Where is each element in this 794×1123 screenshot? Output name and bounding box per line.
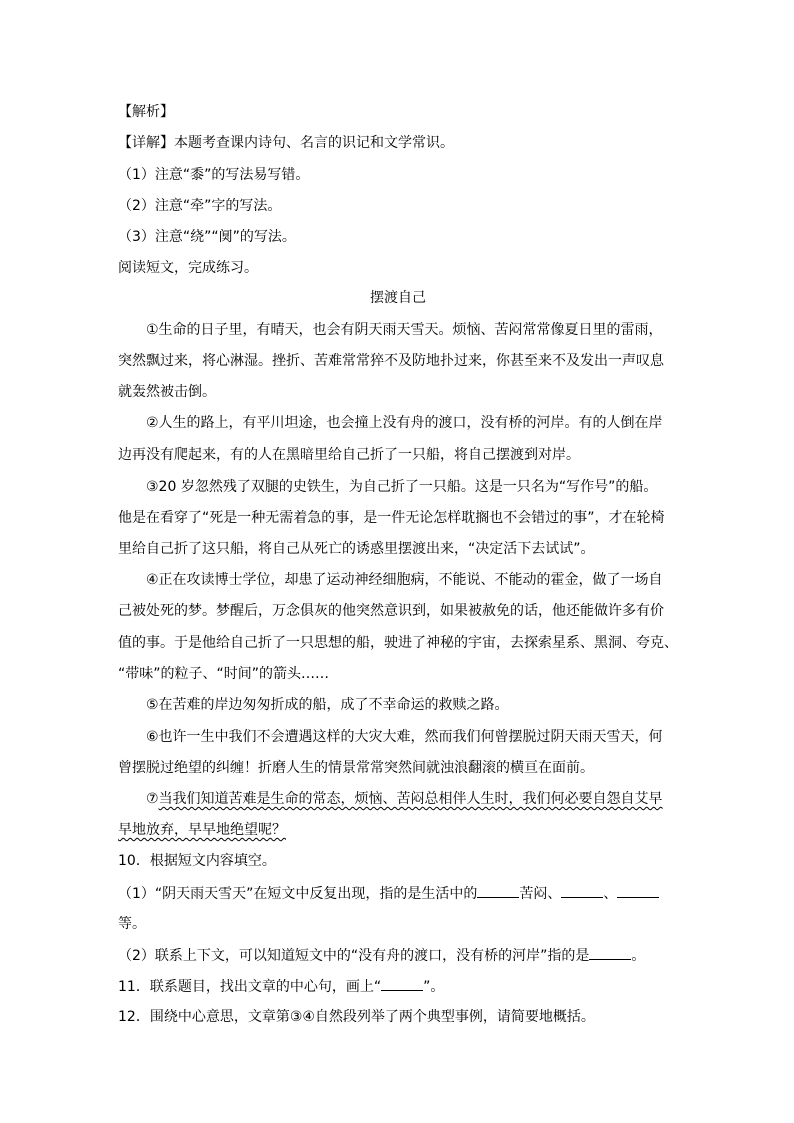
text-line: 边再没有爬起来，有的人在黑暗里给自己折了一只船，将自己摆渡到对岸。 (118, 447, 580, 463)
text-line: ⑤在苦难的岸边匆匆折成的船，成了不幸命运的救赎之路。 (146, 697, 509, 713)
text-line: 他是在看穿了“死是一种无需着急的事，是一件无论怎样耽搁也不会错过的事”，才在轮椅 (118, 510, 665, 526)
text-line: 曾摆脱过绝望的纠缠！折磨人生的情景常常突然间就浊浪翻滚的横亘在面前。 (118, 760, 594, 776)
analysis-detail: 【详解】本题考查课内诗句、名言的识记和文学常识。 (118, 135, 454, 151)
question-10-2 (118, 945, 678, 966)
analysis-item: （2）注意“牵”字的写法。 (118, 198, 282, 214)
answer-blank[interactable] (617, 883, 659, 898)
question-10: 10．根据短文内容填空。 (118, 853, 276, 869)
text-line: ④正在攻读博士学位，却患了运动神经细胞病，不能说、不能动的霍金，做了一场自 (146, 572, 663, 588)
question-text: ”。 (423, 979, 445, 995)
text-line: ③20 岁忽然残了双腿的史铁生，为自己折了一只船。这是一只名为“写作号”的船。 (146, 479, 658, 495)
answer-blank[interactable] (561, 883, 603, 898)
article-title: 摆渡自己 (370, 290, 426, 306)
analysis-item: （3）注意“绕”“阒”的写法。 (118, 229, 296, 245)
text-line: ②人生的路上，有平川坦途，也会撞上没有舟的渡口，没有桥的河岸。有的人倒在岸 (146, 415, 663, 431)
text-line (118, 789, 678, 809)
text-line: 值的事。于是他给自己折了一只思想的船，驶进了神秘的宇宙，去探索星系、黑洞、夸克、 (118, 635, 678, 651)
analysis-item: （1）注意“黍”的写法易写错。 (118, 167, 310, 183)
question-12: 12．围绕中心意思，文章第③④自然段列举了两个典型事例，请简要地概括。 (118, 1009, 595, 1025)
text-line: 突然飘过来，将心淋湿。挫折、苦难常常猝不及防地扑过来，你甚至来不及发出一声叹息 (118, 353, 664, 369)
text-line: 己被处死的梦。梦醒后，万念俱灰的他突然意识到，如果被赦免的话，他还能做许多有价 (118, 603, 664, 619)
text-line: ①生命的日子里，有晴天，也会有阴天雨天雪天。烦恼、苦闷常常像夏日里的雷雨， (146, 322, 663, 338)
text-line: 里给自己折了这只船，将自己从死亡的诱惑里摆渡出来，“决定活下去试试”。 (118, 541, 595, 557)
central-sentence: 早地放弃，早早地绝望呢？ (118, 822, 286, 838)
answer-blank[interactable] (589, 945, 631, 960)
question-text: 、 (603, 886, 618, 902)
question-text: 。 (631, 948, 646, 964)
paragraph-number: ⑦ (146, 791, 159, 807)
instruction: 阅读短文，完成练习。 (118, 260, 258, 276)
question-11 (118, 976, 678, 997)
underline-sample (381, 976, 423, 991)
text-line: ⑥也许一生中我们不会遭遇这样的大灾大难，然而我们何曾摆脱过阴天雨天雪天，何 (146, 729, 663, 745)
question-text: 苦闷、 (519, 886, 562, 902)
answer-blank[interactable] (477, 883, 519, 898)
analysis-heading: 【解析】 (118, 104, 174, 120)
text-line (118, 820, 678, 840)
text-line: 就轰然被击倒。 (118, 384, 216, 400)
central-sentence: 当我们知道苦难是生命的常态，烦恼、苦闷总相伴人生时，我们何必要自怨自艾早 (158, 791, 663, 807)
question-text: （2）联系上下文，可以知道短文中的“没有舟的渡口，没有桥的河岸”指的是 (118, 948, 590, 964)
text-line: “带味”的粒子、“时间”的箭头…… (118, 666, 330, 682)
question-10-1 (118, 883, 678, 904)
question-text: 11．联系题目，找出文章的中心句，画上“ (118, 979, 382, 995)
question-text: （1）“阴天雨天雪天”在短文中反复出现，指的是生活中的 (118, 886, 478, 902)
question-10-1-cont: 等。 (118, 916, 146, 932)
